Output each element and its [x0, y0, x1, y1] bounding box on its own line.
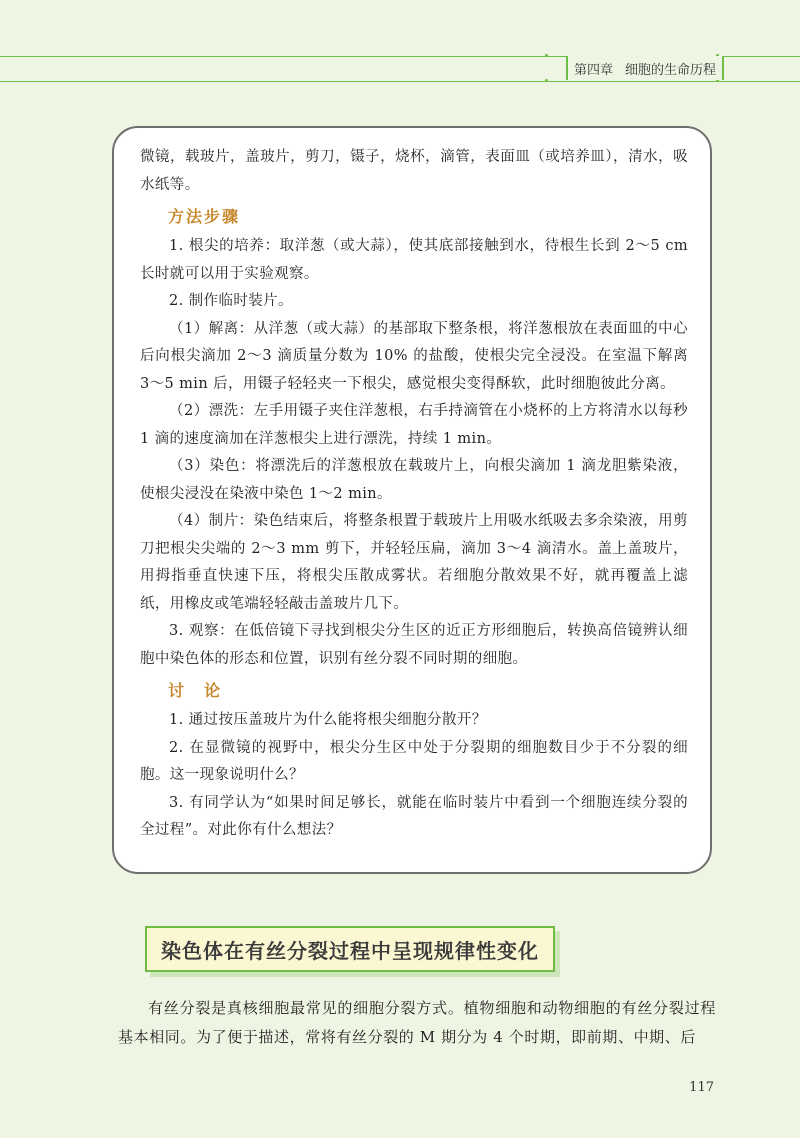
discussion-question: 3. 有同学认为“如果时间足够长，就能在临时装片中看到一个细胞连续分裂的全过程”。对此你有什么想法？ — [140, 794, 688, 838]
discussion-question: 1. 通过按压盖玻片为什么能将根尖细胞分散开？ — [169, 712, 487, 728]
step-paragraph: （1）解离：从洋葱（或大蒜）的基部取下整条根，将洋葱根放在表面皿的中心后向根尖滴加 2～3 滴质量分数为 10% 的盐酸，使根尖完全浸没。在室温下解离 3～5 min 后，用镊子轻轻夹一下根尖，感觉根尖变得酥软，此时细胞彼此分离。 — [140, 320, 688, 392]
chapter-number: 第四章 — [573, 62, 613, 78]
discussion-question: 2. 在显微镜的视野中，根尖分生区中处于分裂期的细胞数目少于不分裂的细胞。这一现象说明什么？ — [140, 739, 688, 783]
materials-text: 微镜，载玻片，盖玻片，剪刀，镊子，烧杯，滴管，表面皿（或培养皿），清水，吸水纸等。 — [140, 149, 688, 193]
section-title: 染色体在有丝分裂过程中呈现规律性变化 — [145, 926, 555, 972]
header-dot-decoration — [545, 79, 548, 82]
step-paragraph: （3）染色：将漂洗后的洋葱根放在载玻片上，向根尖滴加 1 滴龙胆紫染液，使根尖浸没在染液中染色 1～2 min。 — [140, 458, 688, 502]
page-number: 117 — [689, 1080, 714, 1095]
step-paragraph: （4）制片：染色结束后，将整条根置于载玻片上用吸水纸吸去多余染液，用剪刀把根尖尖端的 2～3 mm 剪下，并轻轻压扁，滴加 3～4 滴清水。盖上盖玻片，用拇指垂直快速下压，将根尖压散成雾状。若细胞分散效果不好，就再覆盖上滤纸，用橡皮或笔端轻轻敲击盖玻片几下。 — [140, 513, 688, 612]
step-paragraph: 3. 观察：在低倍镜下寻找到根尖分生区的近正方形细胞后，转换高倍镜辨认细胞中染色体的形态和位置，识别有丝分裂不同时期的细胞。 — [140, 623, 688, 667]
discussion-heading: 讨 论 — [168, 681, 223, 700]
experiment-box — [112, 126, 712, 874]
running-header — [566, 56, 724, 80]
body-paragraph: 有丝分裂是真核细胞最常见的细胞分裂方式。植物细胞和动物细胞的有丝分裂过程基本相同。为了便于描述，常将有丝分裂的 M 期分为 4 个时期，即前期、中期、后 — [118, 999, 716, 1046]
chapter-title: 细胞的生命历程 — [624, 62, 716, 78]
body-text — [118, 994, 716, 1052]
header-dot-decoration — [545, 54, 548, 57]
step-paragraph: （2）漂洗：左手用镊子夹住洋葱根，右手持滴管在小烧杯的上方将清水以每秒 1 滴的速度滴加在洋葱根尖上进行漂洗，持续 1 min。 — [140, 403, 688, 447]
step-paragraph: 1. 根尖的培养：取洋葱（或大蒜），使其底部接触到水，待根生长到 2～5 cm 长时就可以用于实验观察。 — [140, 238, 688, 282]
method-heading: 方法步骤 — [168, 207, 241, 226]
step-paragraph: 2. 制作临时装片。 — [169, 293, 293, 309]
